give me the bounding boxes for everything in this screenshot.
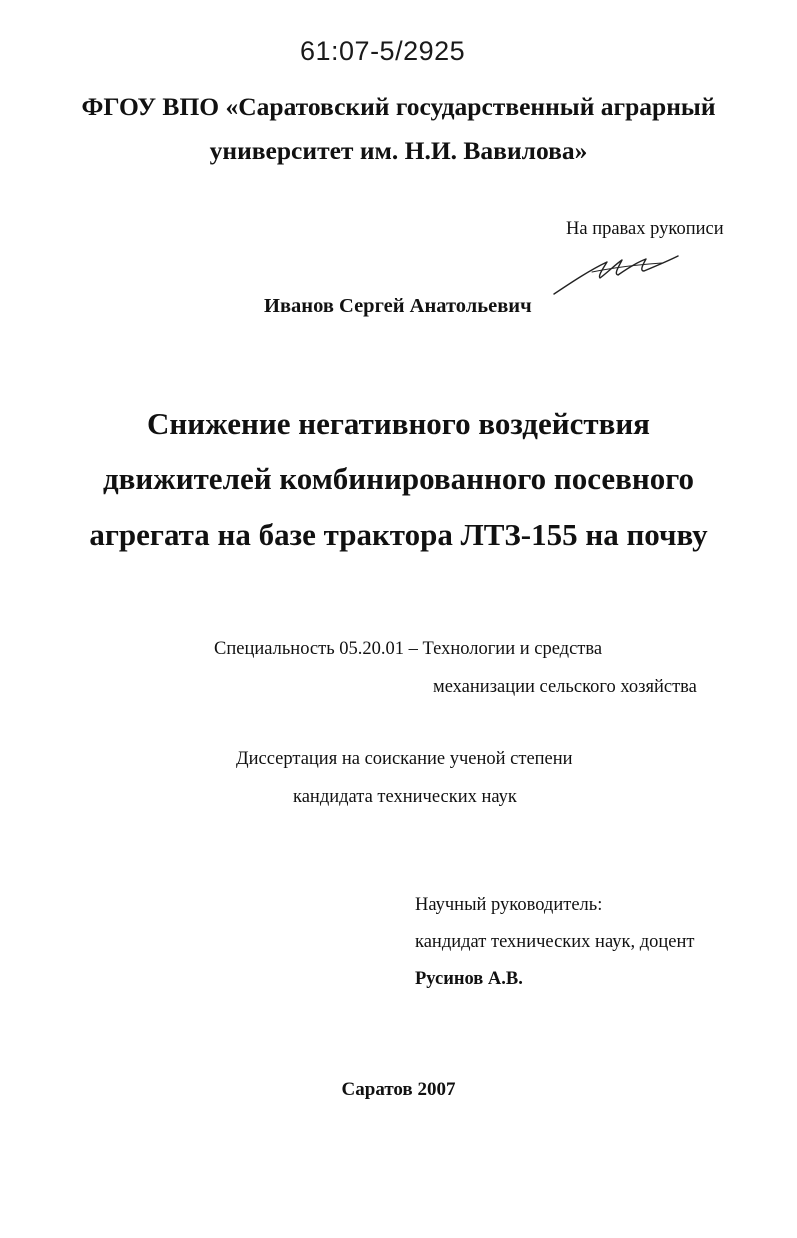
thesis-title-line-2: движителей комбинированного посевного xyxy=(102,461,695,496)
supervisor-degree: кандидат технических наук, доцент xyxy=(415,932,695,952)
city-year: Саратов 2007 xyxy=(341,1079,456,1100)
dissertation-line-1: Диссертация на соискание ученой степени xyxy=(236,749,573,769)
organization-line-2: университет им. Н.И. Вавилова» xyxy=(209,136,588,165)
dissertation-line-2: кандидата технических наук xyxy=(293,787,517,807)
thesis-title-line-3: агрегата на базе трактора ЛТЗ-155 на почву xyxy=(89,517,708,552)
organization-line-1: ФГОУ ВПО «Саратовский государственный аграрный xyxy=(81,92,716,121)
author-name: Иванов Сергей Анатольевич xyxy=(264,295,532,317)
rights-notice: На правах рукописи xyxy=(566,219,724,239)
signature-icon xyxy=(552,250,682,300)
supervisor-label: Научный руководитель: xyxy=(415,895,603,915)
catalog-number: 61:07-5/2925 xyxy=(300,36,466,66)
specialty-line-1: Специальность 05.20.01 – Технологии и средства xyxy=(214,639,603,659)
supervisor-name: Русинов А.В. xyxy=(415,969,523,989)
specialty-line-2: механизации сельского хозяйства xyxy=(433,677,697,697)
thesis-title-line-1: Снижение негативного воздействия xyxy=(147,406,650,441)
